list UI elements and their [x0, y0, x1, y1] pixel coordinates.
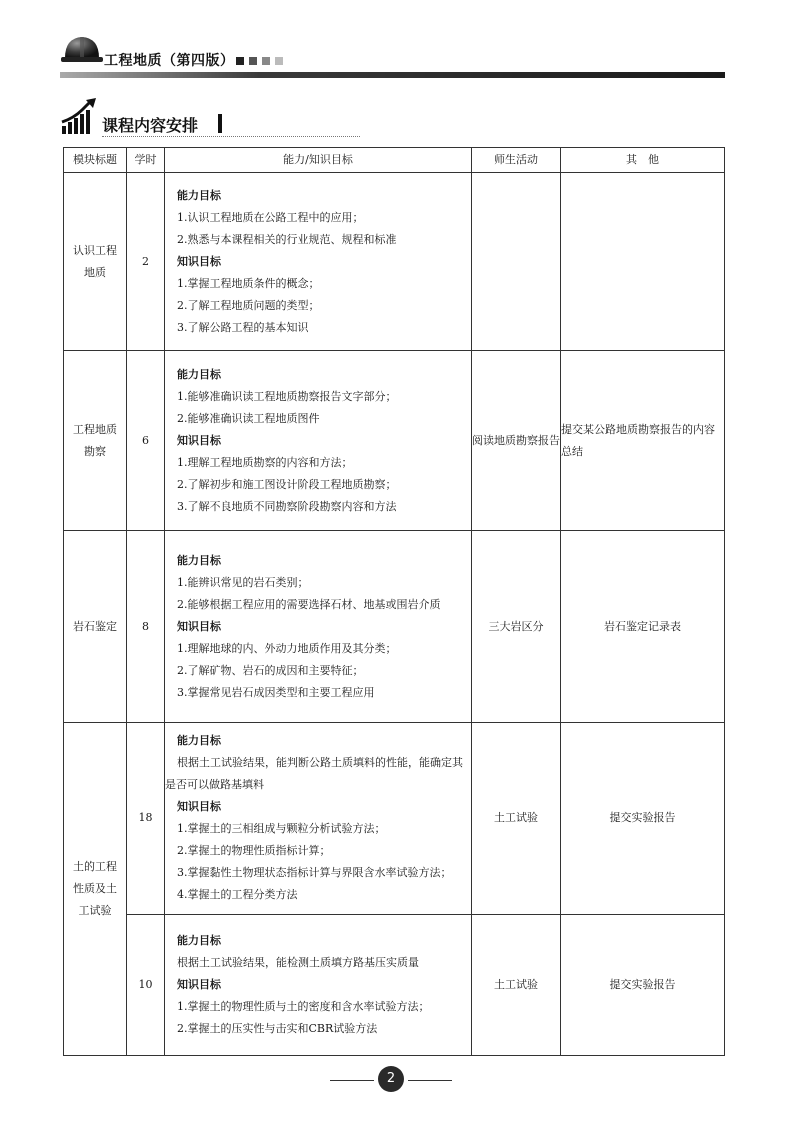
ability-label: 能力目标: [177, 553, 221, 567]
ability-text: 根据土工试验结果，能判断公路土质填料的性能，能确定其是否可以做路基填料: [165, 756, 463, 792]
other-cell: 提交实验报告: [561, 914, 725, 1055]
ability-text: 根据土工试验结果，能检测土质填方路基压实质量: [177, 955, 419, 969]
other-cell: [561, 173, 725, 351]
knowledge-item: 2.了解矿物、岩石的成因和主要特征；: [177, 663, 364, 677]
activity-cell: 阅读地质勘察报告: [472, 351, 561, 530]
column-header-goals: 能力/知识目标: [165, 148, 472, 173]
helmet-icon: [60, 32, 104, 68]
other-cell: 岩石鉴定记录表: [561, 530, 725, 722]
header-square: [262, 57, 270, 65]
header-square: [275, 57, 283, 65]
goals-cell: [165, 723, 472, 914]
knowledge-item: 1.掌握土的三相组成与颗粒分析试验方法；: [177, 822, 386, 836]
goals-cell: [165, 173, 472, 351]
hours-cell: 2: [127, 173, 165, 351]
table-row: [64, 173, 725, 351]
table-row: [64, 530, 725, 722]
activity-cell: 土工试验: [472, 914, 561, 1055]
header-square: [236, 57, 244, 65]
goals-cell: [165, 914, 472, 1055]
course-schedule-table: [63, 147, 725, 1056]
knowledge-item: 2.了解工程地质问题的类型；: [177, 298, 320, 312]
goals-cell: [165, 351, 472, 530]
table-row: [64, 351, 725, 530]
rising-chart-icon: [60, 96, 102, 136]
knowledge-item: 1.理解工程地质勘察的内容和方法；: [177, 455, 353, 469]
column-header-activity: 师生活动: [472, 148, 561, 173]
other-cell: 提交实验报告: [561, 723, 725, 914]
knowledge-label: 知识目标: [177, 619, 221, 633]
header-squares: [236, 57, 283, 65]
knowledge-item: 2.掌握土的压实性与击实和CBR试验方法: [177, 1021, 378, 1035]
goals-cell: [165, 530, 472, 722]
other-cell: 提交某公路地质勘察报告的内容总结: [561, 351, 725, 530]
ability-item: 2.熟悉与本课程相关的行业规范、规程和标准: [177, 232, 397, 246]
module-cell: 工程地质勘察: [64, 351, 127, 530]
hours-cell: 18: [127, 723, 165, 914]
ability-item: 1.认识工程地质在公路工程中的应用；: [177, 210, 364, 224]
module-cell: 岩石鉴定: [64, 530, 127, 722]
knowledge-item: 3.掌握黏性土物理状态指标计算与界限含水率试验方法；: [177, 866, 452, 880]
book-title: 工程地质（第四版）: [104, 53, 235, 69]
knowledge-label: 知识目标: [177, 254, 221, 268]
table-row: [64, 723, 725, 914]
module-cell: 认识工程地质: [64, 173, 127, 351]
knowledge-item: 2.掌握土的物理性质指标计算；: [177, 844, 331, 858]
footer-rule-left: [330, 1080, 374, 1081]
knowledge-label: 知识目标: [177, 433, 221, 447]
knowledge-item: 1.理解地球的内、外动力地质作用及其分类；: [177, 641, 397, 655]
knowledge-item: 3.了解公路工程的基本知识: [177, 320, 309, 334]
section-title: 课程内容安排: [102, 116, 199, 135]
table-header-row: [64, 148, 725, 173]
knowledge-label: 知识目标: [177, 977, 221, 991]
knowledge-label: 知识目标: [177, 800, 221, 814]
column-header-hours: 学时: [127, 148, 165, 173]
knowledge-item: 4.掌握土的工程分类方法: [177, 888, 298, 902]
activity-cell: 三大岩区分: [472, 530, 561, 722]
column-header-module: 模块标题: [64, 148, 127, 173]
section-dotted-rule: [102, 136, 360, 137]
page-header: [60, 28, 725, 84]
header-rule: [60, 72, 725, 78]
knowledge-item: 1.掌握土的物理性质与土的密度和含水率试验方法；: [177, 999, 430, 1013]
hours-cell: 10: [127, 914, 165, 1055]
table-row: [64, 914, 725, 1055]
ability-label: 能力目标: [177, 188, 221, 202]
knowledge-item: 2.了解初步和施工图设计阶段工程地质勘察；: [177, 477, 397, 491]
ability-label: 能力目标: [177, 933, 221, 947]
page-number: 2: [378, 1066, 404, 1092]
footer-rule-right: [408, 1080, 452, 1081]
knowledge-item: 3.了解不良地质不同勘察阶段勘察内容和方法: [177, 499, 397, 513]
module-cell: 土的工程性质及土工试验: [64, 723, 127, 1056]
page-footer: [330, 1066, 450, 1096]
column-header-other: 其 他: [561, 148, 725, 173]
knowledge-item: 1.掌握工程地质条件的概念；: [177, 276, 320, 290]
header-square: [249, 57, 257, 65]
section-title-bar: [218, 114, 222, 133]
ability-item: 2.能够根据工程应用的需要选择石材、地基或围岩介质: [177, 597, 441, 611]
ability-label: 能力目标: [177, 367, 221, 381]
activity-cell: 土工试验: [472, 723, 561, 914]
hours-cell: 6: [127, 351, 165, 530]
section-heading: [60, 96, 320, 138]
ability-item: 1.能够准确识读工程地质勘察报告文字部分；: [177, 389, 397, 403]
knowledge-item: 3.掌握常见岩石成因类型和主要工程应用: [177, 685, 375, 699]
ability-item: 1.能辨识常见的岩石类别；: [177, 575, 309, 589]
hours-cell: 8: [127, 530, 165, 722]
activity-cell: [472, 173, 561, 351]
ability-item: 2.能够准确识读工程地质图件: [177, 411, 320, 425]
ability-label: 能力目标: [177, 734, 221, 748]
